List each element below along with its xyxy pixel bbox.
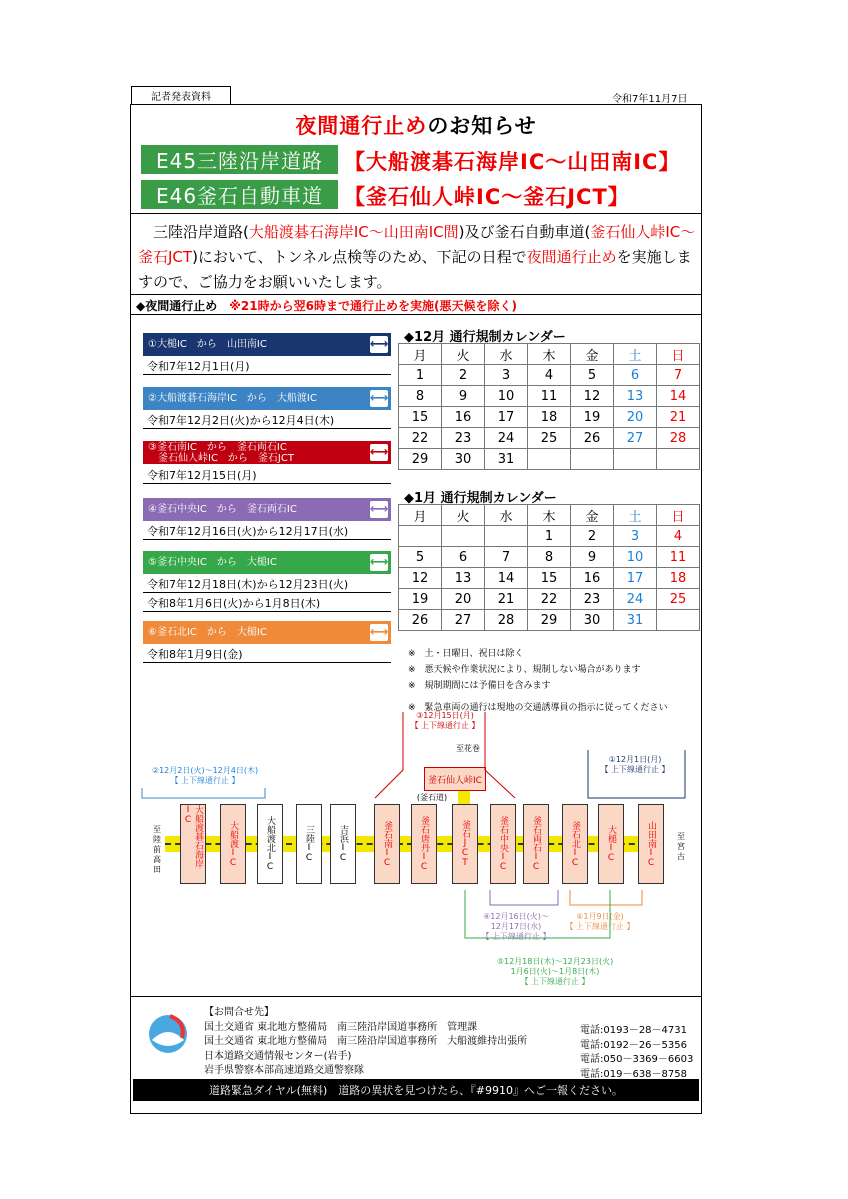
weekday-header: 火 (442, 505, 485, 526)
calendar-day: 14 (657, 386, 700, 407)
left-destination: 至陸前高田 (153, 825, 161, 874)
contact-heading: 【お問合せ先】 (204, 1007, 274, 1018)
double-arrow-icon: ⟷ (369, 502, 389, 517)
closure-label: ④釜石中央IC から 釜石両石IC (148, 504, 297, 515)
double-arrow-icon: ⟷ (369, 337, 389, 352)
calendar-day: 25 (657, 589, 700, 610)
closure-6-label: ⑥1月9日(金) 【 上下線通行止 】 (565, 912, 635, 931)
calendar-day: 6 (614, 365, 657, 386)
calendar-day: 21 (485, 589, 528, 610)
underline (143, 539, 391, 540)
calendar-day: 10 (485, 386, 528, 407)
phone[interactable]: 電話:0193－28－4731 (580, 1025, 687, 1036)
calendar-day: 7 (657, 365, 700, 386)
calendar-day: 13 (442, 568, 485, 589)
calendar-day: 18 (657, 568, 700, 589)
underline (143, 374, 391, 375)
issue-date: 令和7年11月7日 (612, 94, 688, 105)
phone-block (580, 1024, 693, 1082)
contact-line: 岩手県警察本部高速道路交通警察隊 (204, 1065, 364, 1076)
ic-box: 吉浜IC (330, 804, 356, 884)
weekday-header: 日 (657, 505, 700, 526)
closure-label: ⑥釜石北IC から 大槌IC (148, 627, 267, 638)
calendar-day: 31 (614, 610, 657, 631)
calendar-day: 6 (442, 547, 485, 568)
weekday-header: 月 (399, 505, 442, 526)
note-item: ※ 悪天候や作業状況により、規制しない場合があります (408, 665, 641, 675)
contact-block (204, 1006, 527, 1079)
calendar-day: 7 (485, 547, 528, 568)
calendar-day (657, 449, 700, 470)
closure-4-label: ④12月16日(火)～ 12月17日(水) 【 上下線通行止 】 (481, 912, 551, 941)
ic-box: 釜石JCT (452, 804, 478, 884)
intro-text: 三陸沿岸道路(大船渡碁石海岸IC～山田南IC間)及び釜石自動車道(釜石仙人峠IC～釜石JCT)において、トンネル点検等のため、下記の日程で夜間通行止めを実施しますので、ご協力をお願いいたします。 (138, 223, 696, 291)
calendar-day: 5 (399, 547, 442, 568)
calendar-day: 27 (442, 610, 485, 631)
page-title: 夜間通行止めのお知らせ (295, 114, 537, 138)
weekday-header: 土 (614, 344, 657, 365)
closure-bar-1 (143, 333, 391, 356)
weekday-header: 月 (399, 344, 442, 365)
calendar-day: 29 (528, 610, 571, 631)
press-label: 記者発表資料 (131, 86, 231, 105)
route-section-e45: 【大船渡碁石海岸IC～山田南IC】 (344, 150, 681, 174)
calendar-day (571, 449, 614, 470)
ic-box: 釜石中央IC (490, 804, 516, 884)
closure-dates: 令和7年12月18日(木)から12月23日(火) (147, 578, 349, 591)
calendar-day (657, 610, 700, 631)
route-section-e46: 【釜石仙人峠IC～釜石JCT】 (344, 185, 630, 209)
calendar-day: 24 (485, 428, 528, 449)
calendar-day: 4 (528, 365, 571, 386)
calendar-day (442, 526, 485, 547)
divider (130, 213, 702, 214)
calendar-day (399, 526, 442, 547)
ministry-logo (146, 1012, 190, 1064)
dec-calendar-title: ◆12月 通行規制カレンダー (404, 330, 566, 345)
jan-calendar-title: ◆1月 通行規制カレンダー (404, 491, 557, 506)
jan-calendar (398, 504, 700, 631)
kamaishi-road-label: (釜石道) (416, 793, 448, 802)
ic-box: 大槌IC (598, 804, 624, 884)
calendar-day: 16 (442, 407, 485, 428)
calendar-day: 20 (614, 407, 657, 428)
calendar-day: 18 (528, 407, 571, 428)
note-item: ※ 緊急車両の通行は現地の交通誘導員の指示に従ってください (408, 703, 668, 713)
closure-label: ②大船渡碁石海岸IC から 大船渡IC (148, 393, 317, 404)
notice-heading: ◆夜間通行止め ※21時から翌6時まで通行止めを実施(悪天候を除く) (136, 299, 517, 313)
ic-box: 釜石両石IC (523, 804, 549, 884)
calendar-day: 22 (399, 428, 442, 449)
closure-5-label: ⑤12月18日(木)～12月23日(火) 1月6日(火)～1月8日(木) 【 上下線通行止 】 (496, 957, 614, 986)
jct-box: 釜石仙人峠IC (424, 767, 486, 791)
calendar-day: 22 (528, 589, 571, 610)
calendar-day: 12 (399, 568, 442, 589)
double-arrow-icon: ⟷ (369, 625, 389, 640)
double-arrow-icon: ⟷ (369, 445, 389, 460)
calendar-day (614, 449, 657, 470)
weekday-header: 木 (528, 344, 571, 365)
calendar-day: 2 (442, 365, 485, 386)
double-arrow-icon: ⟷ (369, 555, 389, 570)
calendar-day: 23 (442, 428, 485, 449)
calendar-day: 3 (614, 526, 657, 547)
weekday-header: 金 (571, 505, 614, 526)
note-item: ※ 土・日曜日、祝日は除く (408, 649, 524, 659)
weekday-header: 日 (657, 344, 700, 365)
closure-bar-5 (143, 551, 391, 574)
calendar-day: 1 (399, 365, 442, 386)
divider (130, 294, 702, 295)
calendar-day: 15 (399, 407, 442, 428)
calendar-day: 17 (485, 407, 528, 428)
calendar-day: 21 (657, 407, 700, 428)
ic-box: 大船渡北IC (257, 804, 283, 884)
route-code-e45: E45三陸沿岸道路 (141, 145, 338, 174)
closure-bar-2 (143, 387, 391, 410)
closure-bar-4 (143, 498, 391, 521)
closure-bar-6 (143, 621, 391, 644)
calendar-day (528, 449, 571, 470)
closure-dates: 令和7年12月15日(月) (147, 469, 257, 482)
weekday-header: 金 (571, 344, 614, 365)
closure-label: ⑤釜石中央IC から 大槌IC (148, 557, 277, 568)
calendar-day: 27 (614, 428, 657, 449)
closure-bar-3 (143, 441, 391, 464)
phone[interactable]: 電話:050－3369－6603 (580, 1054, 694, 1065)
ic-box: 釜石南IC (374, 804, 400, 884)
ic-box: 山田南IC (638, 804, 664, 884)
calendar-day: 19 (571, 407, 614, 428)
calendar-day: 16 (571, 568, 614, 589)
calendar-day (485, 526, 528, 547)
calendar-day: 14 (485, 568, 528, 589)
calendar-day: 5 (571, 365, 614, 386)
calendar-day: 9 (571, 547, 614, 568)
calendar-day: 26 (399, 610, 442, 631)
calendar-day: 28 (485, 610, 528, 631)
calendar-day: 8 (528, 547, 571, 568)
weekday-header: 水 (485, 505, 528, 526)
underline (143, 428, 391, 429)
closure-2-label: ②12月2日(火)～12月4日(木) 【 上下線通行止 】 (151, 766, 259, 785)
calendar-day: 1 (528, 526, 571, 547)
closure-dates: 令和8年1月9日(金) (147, 648, 243, 661)
double-arrow-icon: ⟷ (369, 391, 389, 406)
contact-line: 国土交通省 東北地方整備局 南三陸沿岸国道事務所 大船渡維持出張所 (204, 1036, 528, 1047)
footer-banner: 道路緊急ダイヤル(無料) 道路の異状を見つけたら、『#9910』へご一報ください。 (133, 1079, 699, 1101)
closure-3-label: ③12月15日(月) 【 上下線通行止 】 (410, 711, 480, 730)
closure-dates: 令和8年1月6日(火)から1月8日(木) (147, 597, 321, 610)
weekday-header: 土 (614, 505, 657, 526)
underline (143, 611, 391, 612)
top-destination: 至花巻 (456, 744, 480, 753)
calendar-day: 2 (571, 526, 614, 547)
divider (130, 314, 702, 315)
calendar-day: 17 (614, 568, 657, 589)
calendar-day: 29 (399, 449, 442, 470)
weekday-header: 水 (485, 344, 528, 365)
calendar-day: 24 (614, 589, 657, 610)
weekday-header: 火 (442, 344, 485, 365)
note-item: ※ 規制期間には予備日を含みます (408, 681, 551, 691)
closure-label: ③釜石南IC から 釜石両石IC 釜石仙人峠IC から 釜石JCT (148, 441, 294, 464)
calendar-day: 20 (442, 589, 485, 610)
phone[interactable]: 電話:0192－26－5356 (580, 1039, 687, 1051)
calendar-day: 15 (528, 568, 571, 589)
underline (143, 483, 391, 484)
closure-dates: 令和7年12月2日(火)から12月4日(木) (147, 414, 335, 427)
calendar-day: 23 (571, 589, 614, 610)
dec-calendar (398, 343, 700, 470)
calendar-day: 28 (657, 428, 700, 449)
closure-label: ①大槌IC から 山田南IC (148, 339, 267, 350)
calendar-day: 12 (571, 386, 614, 407)
calendar-day: 9 (442, 386, 485, 407)
calendar-day: 11 (528, 386, 571, 407)
ic-box: 釜石北IC (562, 804, 588, 884)
right-destination: 至宮古 (677, 832, 685, 861)
ic-box: 大船渡碁石海岸IC (180, 804, 206, 884)
calendar-day: 31 (485, 449, 528, 470)
closure-dates: 令和7年12月1日(月) (147, 360, 250, 373)
calendar-day: 19 (399, 589, 442, 610)
weekday-header: 木 (528, 505, 571, 526)
closure-dates: 令和7年12月16日(火)から12月17日(水) (147, 525, 349, 538)
calendar-day: 25 (528, 428, 571, 449)
contact-line: 日本道路交通情報センター(岩手) (204, 1050, 352, 1062)
divider (130, 996, 702, 997)
contact-line: 国土交通省 東北地方整備局 南三陸沿岸国道事務所 管理課 (204, 1021, 478, 1033)
ic-box: 三陸IC (296, 804, 322, 884)
calendar-day: 30 (442, 449, 485, 470)
underline (143, 662, 391, 663)
underline (143, 592, 391, 593)
diagram-brackets (130, 700, 702, 1000)
calendar-day: 3 (485, 365, 528, 386)
calendar-day: 8 (399, 386, 442, 407)
calendar-day: 11 (657, 547, 700, 568)
phone[interactable]: 電話:019－638－8758 (580, 1068, 687, 1080)
calendar-day: 26 (571, 428, 614, 449)
route-code-e46: E46釜石自動車道 (141, 180, 338, 209)
closure-1-label: ①12月1日(月) 【 上下線通行止 】 (600, 755, 670, 774)
calendar-day: 4 (657, 526, 700, 547)
ic-box: 釜石唐丹IC (411, 804, 437, 884)
calendar-day: 30 (571, 610, 614, 631)
ic-box: 大船渡IC (220, 804, 246, 884)
calendar-day: 10 (614, 547, 657, 568)
calendar-day: 13 (614, 386, 657, 407)
